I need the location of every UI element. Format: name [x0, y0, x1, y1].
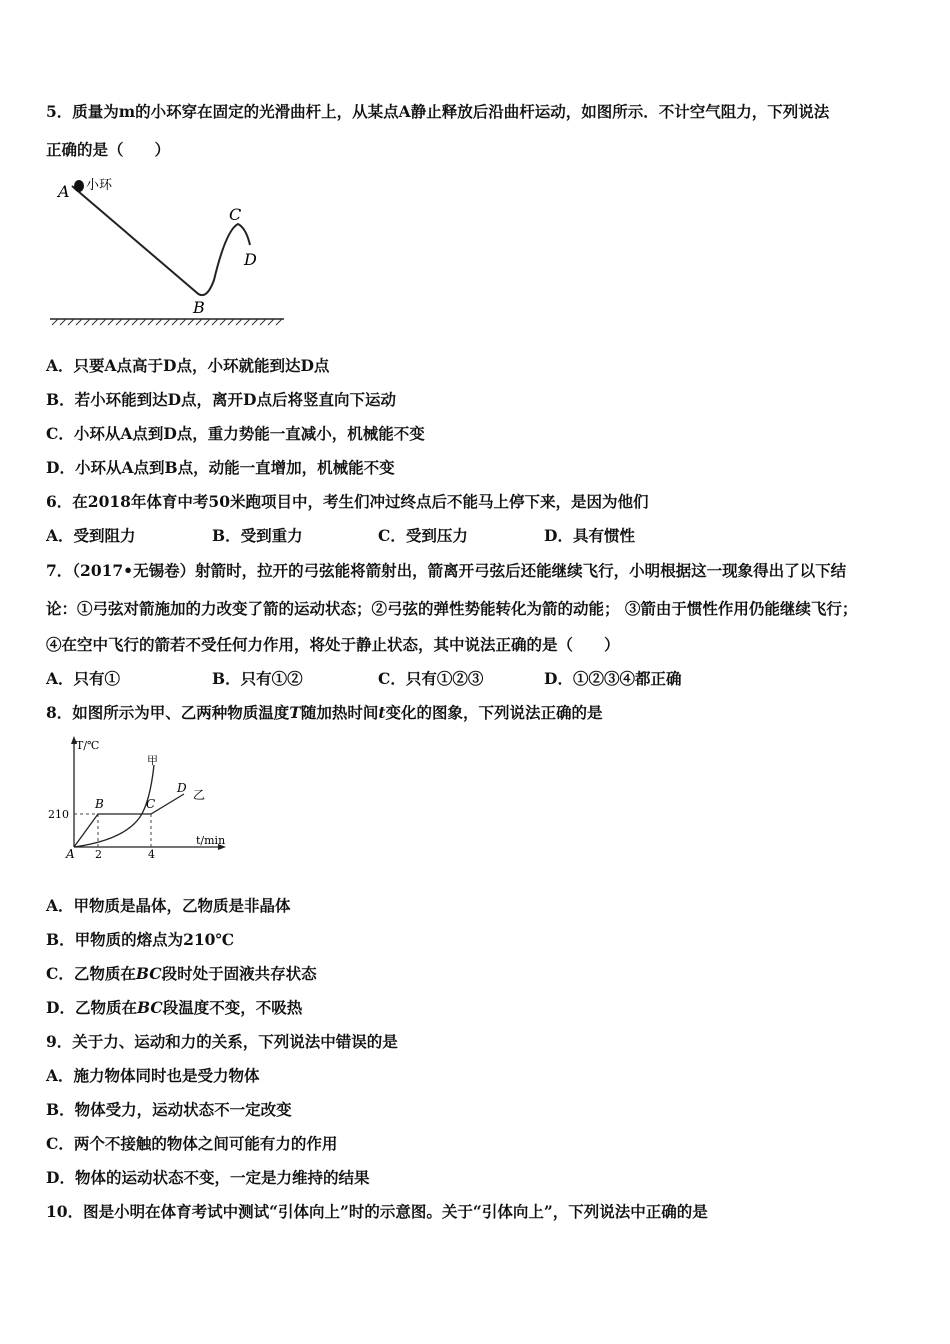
q7-option-a: A．只有① — [46, 669, 121, 688]
q8-option-c-segment: BC — [135, 964, 162, 983]
x-tick-2: 2 — [95, 848, 102, 861]
q8-stem-part3: 变化的图象，下列说法正确的是 — [385, 703, 603, 722]
label-c: C — [229, 205, 242, 224]
q6-option-c: C．受到压力 — [378, 526, 468, 545]
q8-option-d-pre: D．乙物质在 — [46, 998, 137, 1017]
small-ring — [74, 180, 84, 192]
q7-option-b: B．只有①② — [212, 669, 303, 688]
q7-option-c: C．只有①②③ — [378, 669, 484, 688]
q5-option-c: C．小环从A点到D点，重力势能一直减小，机械能不变 — [46, 424, 425, 443]
label-d: D — [244, 250, 257, 269]
q8-option-d — [46, 998, 302, 1018]
q6-stem: 6．在2018年体育中考50米跑项目中，考生们冲过终点后不能马上停下来，是因为他们 — [46, 492, 649, 511]
label-b: B — [193, 298, 205, 317]
q8-option-a: A．甲物质是晶体，乙物质是非晶体 — [46, 896, 291, 915]
curve-jia — [74, 765, 154, 847]
q8-option-b: B．甲物质的熔点为210℃ — [46, 930, 235, 949]
q10-stem: 10．图是小明在体育考试中测试“引体向上”时的示意图。关于“引体向上”，下列说法中正确的是 — [46, 1202, 708, 1221]
point-d: D — [177, 781, 187, 795]
q8-stem-part2: 随加热时间 — [300, 703, 379, 722]
q7-stem-line2: 论：①弓弦对箭施加的力改变了箭的运动状态；②弓弦的弹性势能转化为箭的动能； ③箭由于惯性作用仍能继续飞行； — [46, 599, 858, 618]
q9-option-d: D．物体的运动状态不变，一定是力维持的结果 — [46, 1168, 370, 1187]
q9-option-b: B．物体受力，运动状态不一定改变 — [46, 1100, 292, 1119]
curve-yi — [74, 794, 184, 847]
q6-options — [46, 526, 746, 546]
q9-stem: 9．关于力、运动和力的关系，下列说法中错误的是 — [46, 1032, 398, 1051]
point-c: C — [146, 797, 156, 811]
point-b: B — [95, 797, 104, 811]
q6-option-b: B．受到重力 — [212, 526, 303, 545]
q9-option-a: A．施力物体同时也是受力物体 — [46, 1066, 260, 1085]
q8-stem-var-time: t — [378, 703, 386, 722]
q6-option-d: D．具有惯性 — [544, 526, 635, 545]
q7-stem-line3: ④在空中飞行的箭若不受任何力作用，将处于静止状态，其中说法正确的是（ ） — [46, 635, 620, 654]
q8-temperature-graph — [44, 732, 244, 862]
q8-option-d-post: 段温度不变，不吸热 — [162, 998, 303, 1017]
q7-option-d: D．①②③④都正确 — [544, 669, 682, 688]
y-axis-label: T/℃ — [76, 739, 100, 752]
origin-label: A — [66, 847, 75, 861]
q8-stem-var-t: T — [289, 703, 301, 722]
q9-option-c: C．两个不接触的物体之间可能有力的作用 — [46, 1134, 338, 1153]
x-tick-4: 4 — [148, 848, 155, 861]
q5-option-a: A．只要A点高于D点，小环就能到达D点 — [46, 356, 330, 375]
q5-stem-line1: 5．质量为m的小环穿在固定的光滑曲杆上，从某点A静止释放后沿曲杆运动，如图所示．不计空气阻力，下列说法 — [46, 102, 830, 121]
q8-stem-part1: 8．如图所示为甲、乙两种物质温度 — [46, 703, 290, 722]
label-yi: 乙 — [193, 788, 206, 802]
ground-hatch — [52, 319, 282, 325]
q5-curve-figure — [46, 170, 296, 330]
y-tick-210: 210 — [48, 808, 69, 821]
q7-stem-line1: 7．（2017•无锡卷）射箭时，拉开的弓弦能将箭射出，箭离开弓弦后还能继续飞行，小明根据这一现象得出了以下结 — [46, 561, 847, 580]
q8-stem — [46, 703, 603, 723]
q7-options — [46, 669, 746, 689]
q5-option-d: D．小环从A点到B点，动能一直增加，机械能不变 — [46, 458, 395, 477]
q5-option-b: B．若小环能到达D点，离开D点后将竖直向下运动 — [46, 390, 396, 409]
q8-option-c — [46, 964, 317, 984]
curved-rod — [72, 186, 250, 295]
q8-option-d-segment: BC — [136, 998, 163, 1017]
q8-option-c-post: 段时处于固液共存状态 — [161, 964, 317, 983]
x-axis-label: t/min — [196, 834, 226, 847]
q5-stem-line2: 正确的是（ ） — [46, 140, 171, 159]
label-ring: 小环 — [86, 178, 113, 193]
q8-option-c-pre: C．乙物质在 — [46, 964, 136, 983]
q6-option-a: A．受到阻力 — [46, 526, 136, 545]
label-jia: 甲 — [147, 754, 158, 767]
label-a: A — [58, 182, 70, 201]
